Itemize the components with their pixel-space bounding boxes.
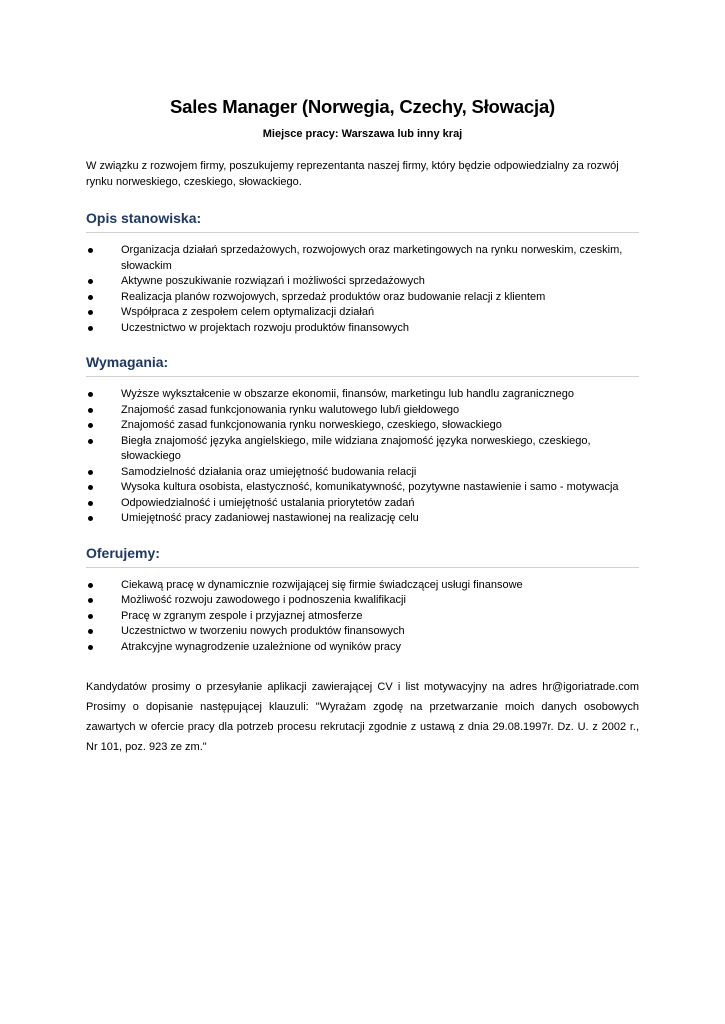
bullet-icon <box>88 470 93 475</box>
list-item: Organizacja działań sprzedażowych, rozwojowych oraz marketingowych na rynku norweskim, czeskim, słowackim <box>86 243 639 274</box>
list-item: Aktywne poszukiwanie rozwiązań i możliwości sprzedażowych <box>86 274 639 290</box>
list-item: Uczestnictwo w projektach rozwoju produktów finansowych <box>86 321 639 337</box>
section-we-offer <box>86 545 639 656</box>
list-item: Pracę w zgranym zespole i przyjaznej atmosferze <box>86 609 639 625</box>
closing-paragraph: Kandydatów prosimy o przesyłanie aplikacji zawierającej CV i list motywacyjny na adres hr@igoriatrade.com Prosimy o dopisanie następującej klauzuli: "Wyrażam zgodę na przetwarzanie moich danych osobowych zawartych w ofercie pracy dla potrzeb procesu rekrutacji zgodnie z ustawą z dnia 29.08.1997r. Dz. U. z 2002 r., Nr 101, poz. 923 ze zm." <box>86 681 639 753</box>
bullet-icon <box>88 598 93 603</box>
bullet-icon <box>88 423 93 428</box>
bullet-icon <box>88 516 93 521</box>
bullet-icon <box>88 295 93 300</box>
list-item: Atrakcyjne wynagrodzenie uzależnione od wyników pracy <box>86 640 639 656</box>
section-divider <box>86 567 639 568</box>
list-item: Wyższe wykształcenie w obszarze ekonomii, finansów, marketingu lub handlu zagranicznego <box>86 387 639 403</box>
bullet-icon <box>88 501 93 506</box>
bullet-icon <box>88 439 93 444</box>
list-item: Samodzielność działania oraz umiejętność budowania relacji <box>86 465 639 481</box>
page-title: Sales Manager (Norwegia, Czechy, Słowacja) <box>169 96 556 117</box>
bullet-icon <box>88 485 93 490</box>
bullet-icon <box>88 583 93 588</box>
section-requirements <box>86 354 639 527</box>
list-item: Biegła znajomość języka angielskiego, mile widziana znajomość języka norweskiego, czeskiego, słowackiego <box>86 434 639 465</box>
bullet-icon <box>88 408 93 413</box>
bullet-icon <box>88 614 93 619</box>
list-item: Realizacja planów rozwojowych, sprzedaż produktów oraz budowanie relacji z klientem <box>86 290 639 306</box>
bullet-icon <box>88 629 93 634</box>
list-item: Znajomość zasad funkcjonowania rynku norweskiego, czeskiego, słowackiego <box>86 418 639 434</box>
bullet-icon <box>88 279 93 284</box>
bullet-icon <box>88 310 93 315</box>
section-heading: Wymagania: <box>86 354 169 370</box>
bullet-list <box>86 243 639 336</box>
bullet-icon <box>88 645 93 650</box>
section-heading: Oferujemy: <box>86 544 160 561</box>
list-item: Współpraca z zespołem celem optymalizacji działań <box>86 305 639 321</box>
list-item: Znajomość zasad funkcjonowania rynku walutowego lub/i giełdowego <box>86 403 639 419</box>
list-item: Umiejętność pracy zadaniowej nastawionej na realizację celu <box>86 511 639 527</box>
bullet-icon <box>88 248 93 253</box>
section-divider <box>86 376 639 377</box>
section-heading: Opis stanowiska: <box>86 210 202 226</box>
list-item: Wysoka kultura osobista, elastyczność, komunikatywność, pozytywne nastawienie i samo - motywacja <box>86 480 639 496</box>
bullet-icon <box>88 326 93 331</box>
list-item: Możliwość rozwoju zawodowego i podnoszenia kwalifikacji <box>86 593 639 609</box>
list-item: Uczestnictwo w tworzeniu nowych produktów finansowych <box>86 624 639 640</box>
list-item: Odpowiedzialność i umiejętność ustalania priorytetów zadań <box>86 496 639 512</box>
bullet-list <box>86 578 639 656</box>
intro-paragraph: W związku z rozwojem firmy, poszukujemy reprezentanta naszej firmy, który będzie odpowiedzialny za rozwój rynku norweskiego, czeskiego, słowackiego. <box>86 160 619 188</box>
list-item: Ciekawą pracę w dynamicznie rozwijającej się firmie świadczącej usługi finansowe <box>86 578 639 594</box>
bullet-list <box>86 387 639 527</box>
job-location: Miejsce pracy: Warszawa lub inny kraj <box>262 128 463 140</box>
section-job-description <box>86 210 639 336</box>
bullet-icon <box>88 392 93 397</box>
section-divider <box>86 232 639 233</box>
